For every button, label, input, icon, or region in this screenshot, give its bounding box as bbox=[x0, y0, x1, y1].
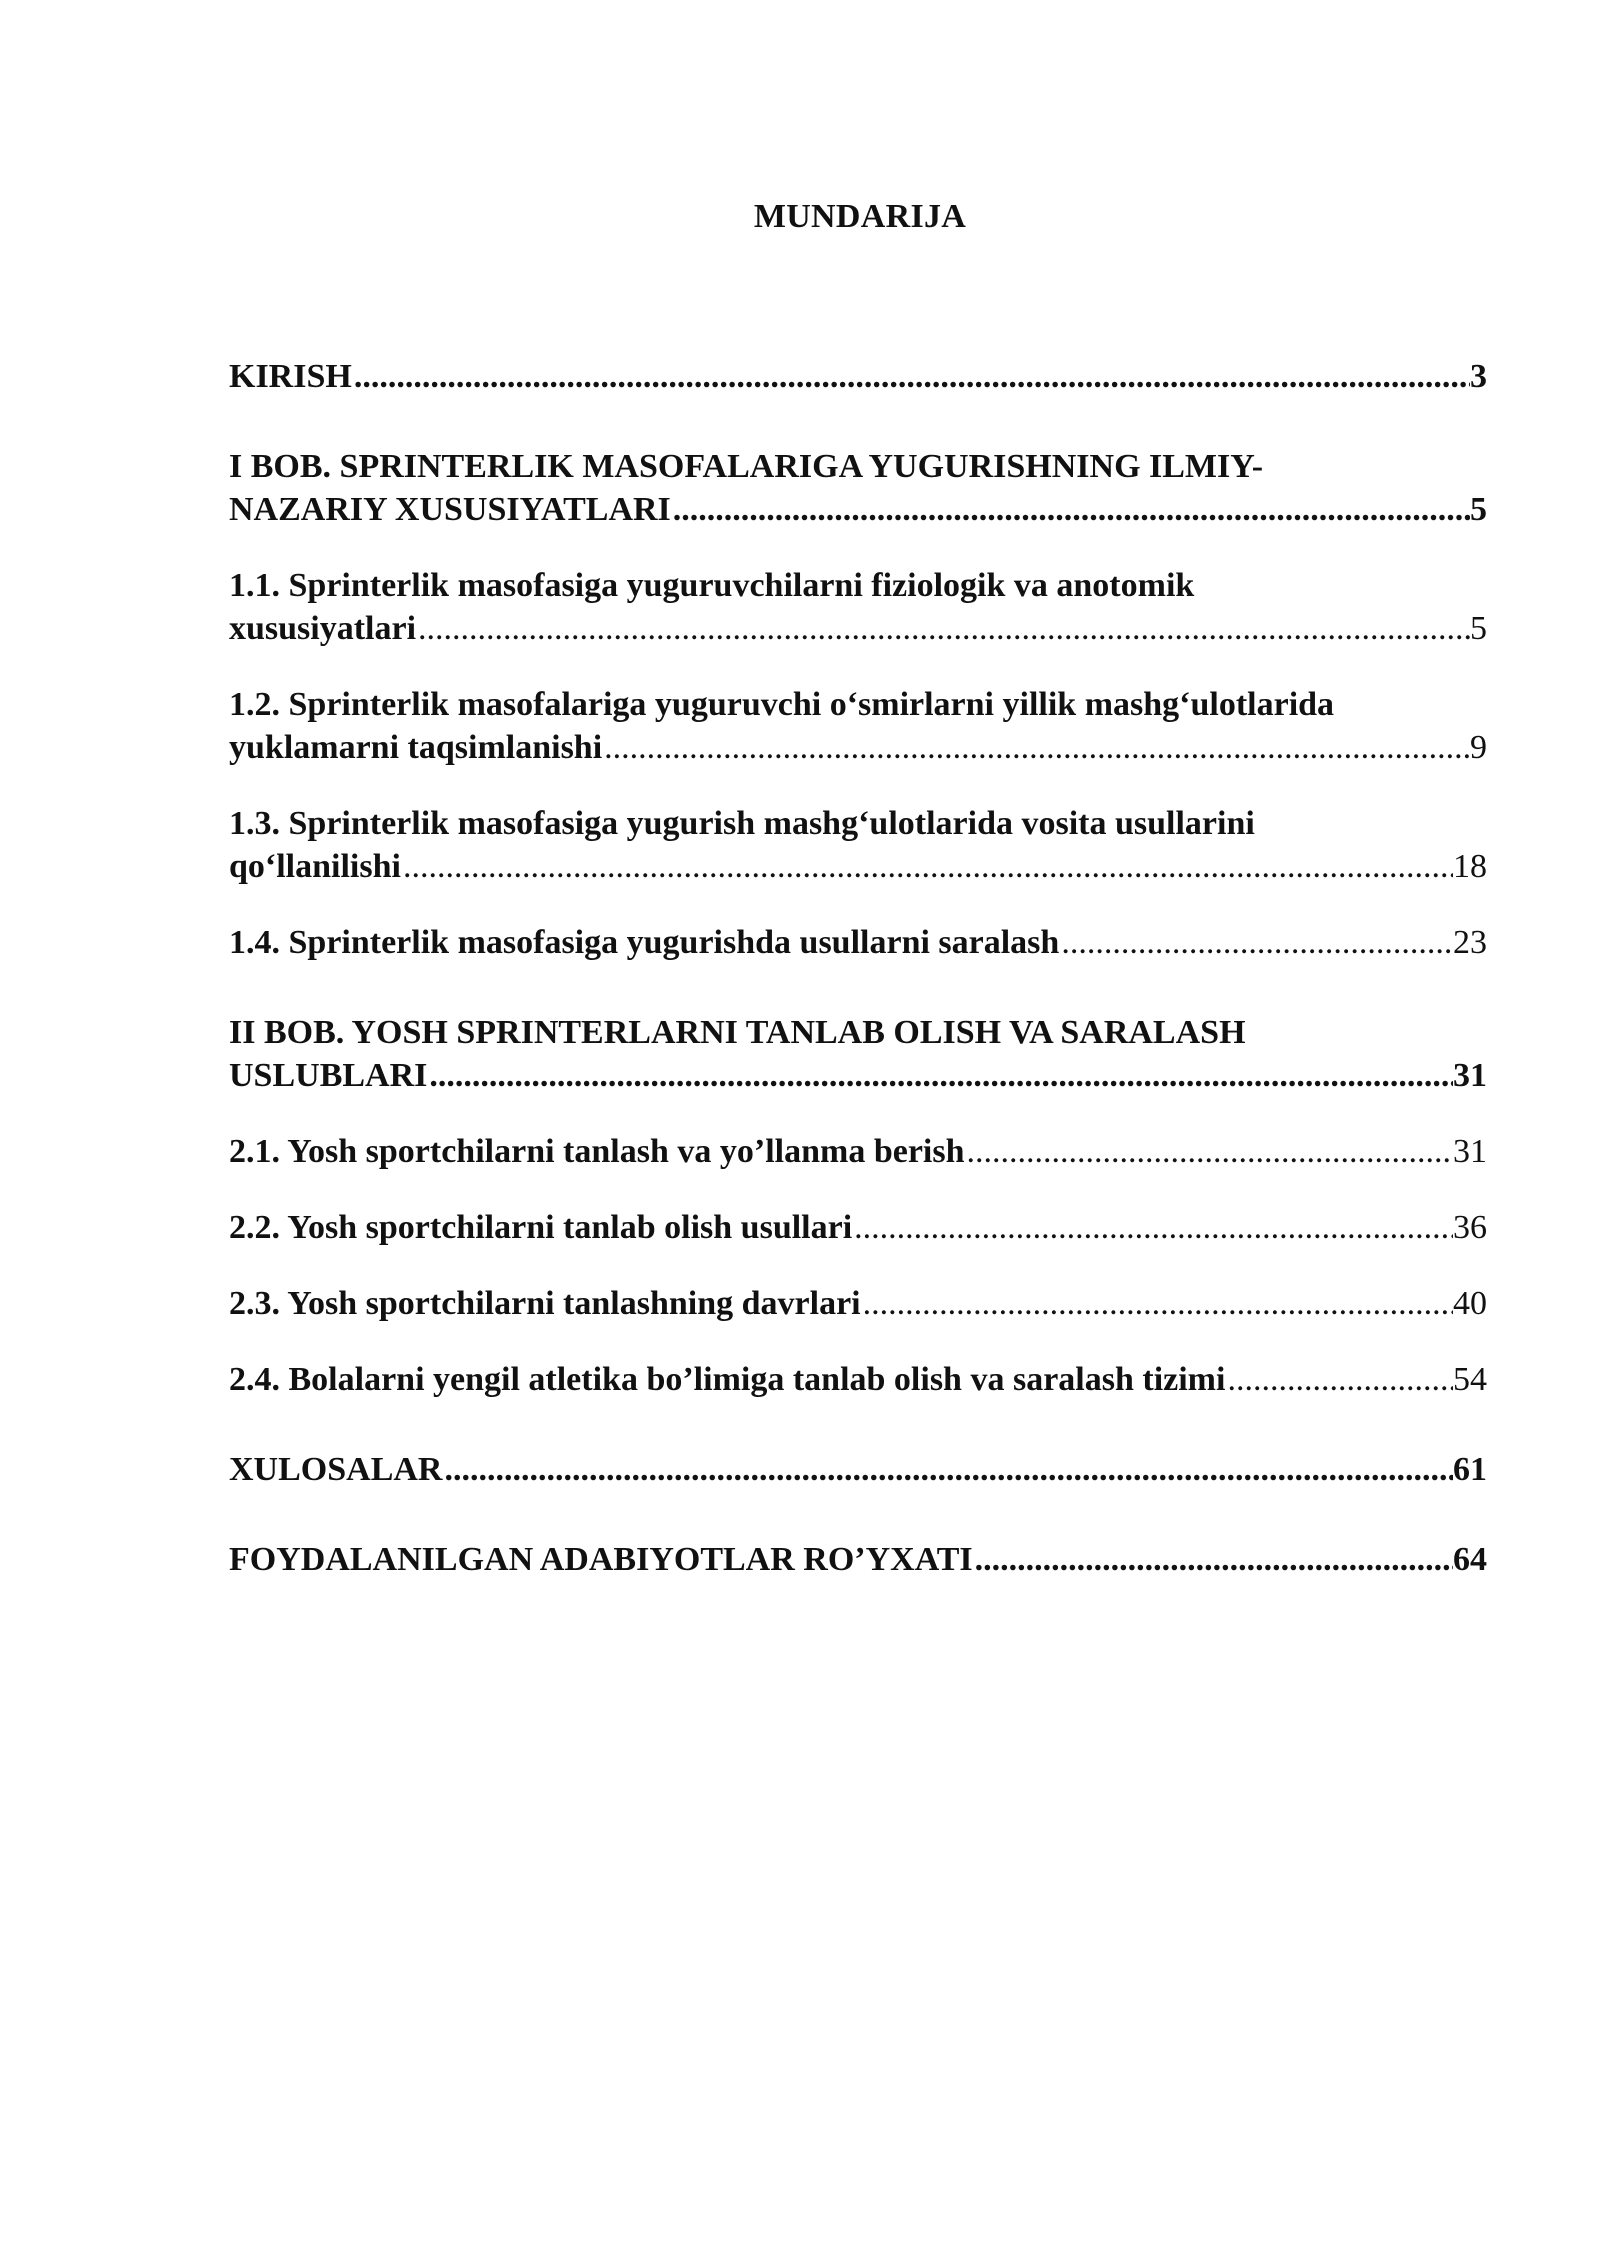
toc-entry-section-2-1[interactable] bbox=[229, 1130, 1487, 1173]
toc-entry-line bbox=[229, 1358, 1487, 1401]
toc-entry-line bbox=[229, 1538, 1487, 1581]
dot-leader bbox=[427, 1054, 1453, 1097]
toc-entry-line bbox=[229, 1054, 1487, 1097]
toc-page-number: 61 bbox=[1453, 1451, 1487, 1488]
toc-entry-adabiyotlar[interactable] bbox=[229, 1538, 1487, 1581]
toc-entry-title: I BOB. SPRINTERLIK MASOFALARIGA YUGURISHNING ILMIY- bbox=[229, 448, 1264, 485]
dot-leader bbox=[1059, 921, 1453, 964]
toc-entry-title: 2.1. Yosh sportchilarni tanlash va yo’llanma berish bbox=[229, 1133, 965, 1170]
toc-entry-chapter-2[interactable] bbox=[229, 1011, 1487, 1097]
toc-entry-line bbox=[229, 921, 1487, 964]
toc-entry-title-continued: USLUBLARI bbox=[229, 1057, 428, 1094]
toc-entry-line bbox=[229, 1130, 1487, 1173]
dot-leader bbox=[352, 355, 1470, 398]
toc-entry-line bbox=[229, 488, 1487, 531]
dot-leader bbox=[442, 1448, 1453, 1491]
toc-entry-section-1-3[interactable] bbox=[229, 802, 1487, 888]
toc-entry-title: 1.1. Sprinterlik masofasiga yuguruvchilarni fiziologik va anotomik bbox=[229, 567, 1195, 604]
toc-entry-line bbox=[229, 1206, 1487, 1249]
toc-entry-title: FOYDALANILGAN ADABIYOTLAR RO’YXATI bbox=[229, 1541, 973, 1578]
toc-entry-title: 2.4. Bolalarni yengil atletika bo’limiga tanlab olish va saralash tizimi bbox=[229, 1361, 1226, 1398]
toc-entry-kirish[interactable] bbox=[229, 355, 1487, 398]
toc-entry-section-1-2[interactable] bbox=[229, 683, 1487, 769]
toc-entry-section-2-2[interactable] bbox=[229, 1206, 1487, 1249]
toc-page-number: 31 bbox=[1453, 1057, 1487, 1094]
toc-entry-line bbox=[229, 355, 1487, 398]
dot-leader bbox=[602, 726, 1470, 769]
toc-entry-title: 2.3. Yosh sportchilarni tanlashning davrlari bbox=[229, 1285, 861, 1322]
toc-page-number: 54 bbox=[1453, 1361, 1487, 1398]
page-title: MUNDARIJA bbox=[753, 198, 967, 235]
toc-page-number: 23 bbox=[1453, 924, 1487, 961]
toc-page-number: 3 bbox=[1470, 358, 1487, 395]
toc-page-number: 9 bbox=[1470, 729, 1487, 766]
toc-entry-line bbox=[229, 1282, 1487, 1325]
dot-leader bbox=[965, 1130, 1454, 1173]
toc-entry-title: 1.3. Sprinterlik masofasiga yugurish mashg‘ulotlarida vosita usullarini bbox=[229, 805, 1255, 842]
toc-entry-title-continued: xususiyatlari bbox=[229, 610, 417, 647]
toc-page-number: 5 bbox=[1470, 610, 1487, 647]
toc-entry-title-continued: NAZARIY XUSUSIYATLARI bbox=[229, 491, 671, 528]
table-of-contents bbox=[229, 355, 1487, 1581]
toc-entry-title: 2.2. Yosh sportchilarni tanlab olish usullari bbox=[229, 1209, 853, 1246]
toc-entry-section-2-3[interactable] bbox=[229, 1282, 1487, 1325]
toc-entry-title: XULOSALAR bbox=[229, 1451, 443, 1488]
dot-leader bbox=[671, 488, 1470, 531]
toc-entry-title: KIRISH bbox=[229, 358, 352, 395]
toc-entry-line bbox=[229, 845, 1487, 888]
toc-page-number: 5 bbox=[1470, 491, 1487, 528]
toc-entry-title: II BOB. YOSH SPRINTERLARNI TANLAB OLISH VA SARALASH bbox=[229, 1014, 1246, 1051]
toc-entry-xulosalar[interactable] bbox=[229, 1448, 1487, 1491]
toc-entry-line bbox=[229, 726, 1487, 769]
toc-page-number: 64 bbox=[1453, 1541, 1487, 1578]
toc-page-number: 31 bbox=[1453, 1133, 1487, 1170]
toc-entry-chapter-1[interactable] bbox=[229, 445, 1487, 531]
dot-leader bbox=[401, 845, 1453, 888]
dot-leader bbox=[861, 1282, 1453, 1325]
toc-entry-section-1-4[interactable] bbox=[229, 921, 1487, 964]
dot-leader bbox=[1225, 1358, 1453, 1401]
dot-leader bbox=[416, 607, 1470, 650]
toc-entry-title: 1.2. Sprinterlik masofalariga yuguruvchi o‘smirlarni yillik mashg‘ulotlarida bbox=[229, 686, 1335, 723]
toc-entry-title-continued: qo‘llanilishi bbox=[229, 848, 401, 885]
dot-leader bbox=[852, 1206, 1453, 1249]
toc-entry-line bbox=[229, 607, 1487, 650]
toc-entry-title: 1.4. Sprinterlik masofasiga yugurishda usullarni saralash bbox=[229, 924, 1060, 961]
toc-entry-section-2-4[interactable] bbox=[229, 1358, 1487, 1401]
toc-page-number: 36 bbox=[1453, 1209, 1487, 1246]
toc-page-number: 40 bbox=[1453, 1285, 1487, 1322]
toc-entry-section-1-1[interactable] bbox=[229, 564, 1487, 650]
toc-entry-line bbox=[229, 1448, 1487, 1491]
toc-page-number: 18 bbox=[1453, 848, 1487, 885]
dot-leader bbox=[973, 1538, 1453, 1581]
toc-entry-title-continued: yuklamarni taqsimlanishi bbox=[229, 729, 603, 766]
